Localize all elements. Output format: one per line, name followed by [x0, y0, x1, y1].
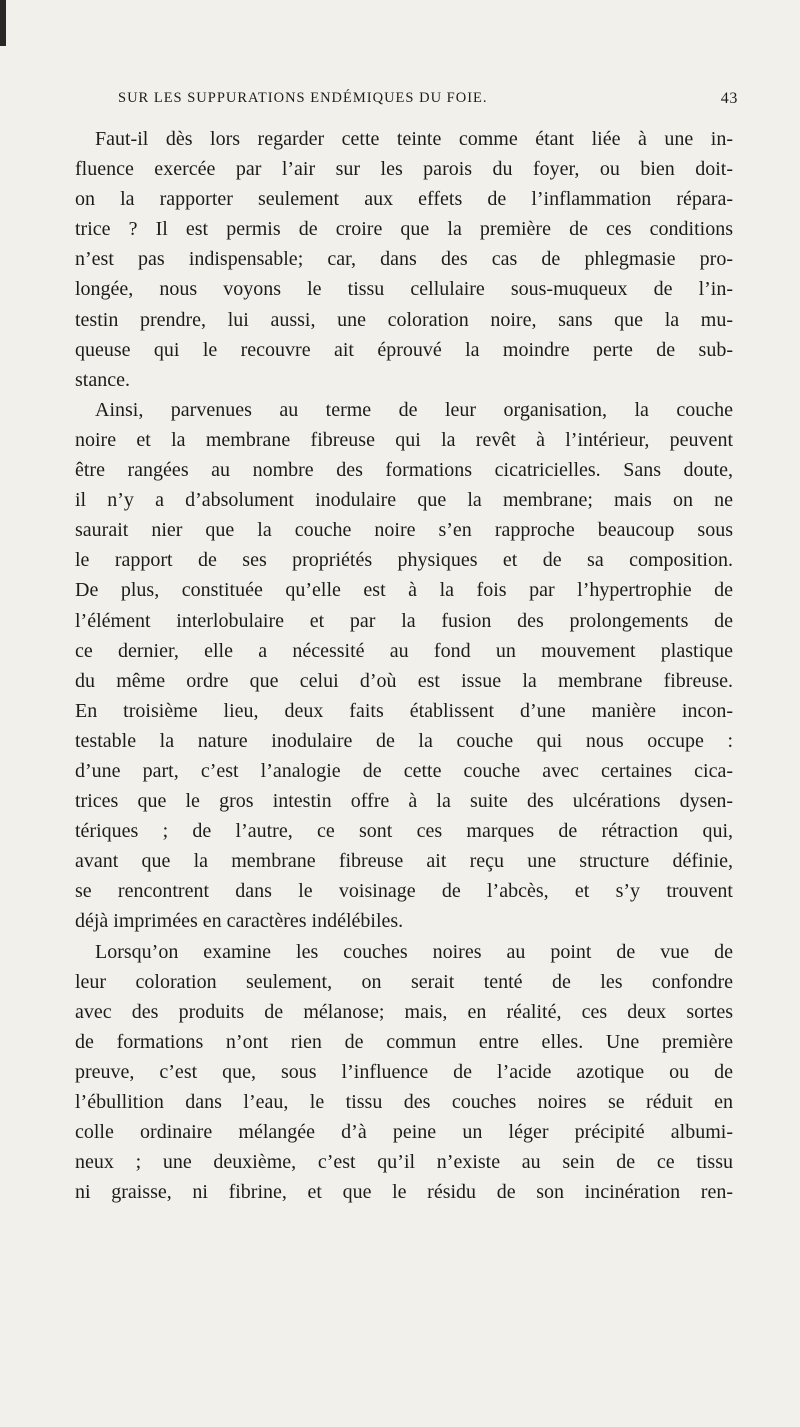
text-line: preuve, c’est que, sous l’influence de l’acide azotique ou de	[75, 1060, 733, 1083]
paragraph-3	[75, 937, 733, 1208]
text-line: ni graisse, ni fibrine, et que le résidu de son incinération ren-	[75, 1181, 733, 1204]
text-line: ce dernier, elle a nécessité au fond un mouvement plastique	[75, 639, 733, 662]
body-text	[75, 124, 733, 1207]
text-line: De plus, constituée qu’elle est à la fois par l’hypertrophie de	[75, 579, 733, 602]
text-line: se rencontrent dans le voisinage de l’abcès, et s’y trouvent	[75, 880, 733, 903]
text-line: l’élément interlobulaire et par la fusion des prolongements de	[75, 609, 733, 632]
text-line: être rangées au nombre des formations cicatricielles. Sans doute,	[75, 459, 733, 482]
text-line: leur coloration seulement, on serait tenté de les confondre	[75, 970, 733, 993]
text-line: longée, nous voyons le tissu cellulaire sous-muqueux de l’in-	[75, 278, 733, 301]
text-line: saurait nier que la couche noire s’en rapproche beaucoup sous	[75, 519, 733, 542]
page-number: 43	[720, 90, 738, 107]
text-line: Faut-il dès lors regarder cette teinte comme étant liée à une in-	[95, 128, 733, 150]
text-line: fluence exercée par l’air sur les parois du foyer, ou bien doit-	[75, 158, 733, 181]
text-line: testable la nature inodulaire de la couche qui nous occupe :	[75, 729, 733, 752]
text-line: En troisième lieu, deux faits établissent d’une manière incon-	[75, 699, 733, 722]
text-line: Ainsi, parvenues au terme de leur organisation, la couche	[95, 398, 733, 421]
text-line: il n’y a d’absolument inodulaire que la membrane; mais on ne	[75, 489, 733, 512]
text-line: avant que la membrane fibreuse ait reçu une structure définie,	[75, 850, 733, 873]
paragraph-1	[75, 124, 733, 395]
text-line: colle ordinaire mélangée d’à peine un léger précipité albumi-	[75, 1121, 733, 1144]
text-line: on la rapporter seulement aux effets de l’inflammation répara-	[75, 188, 733, 211]
text-line: Lorsqu’on examine les couches noires au point de vue de	[95, 940, 733, 963]
text-line: noire et la membrane fibreuse qui la revêt à l’intérieur, peuvent	[75, 428, 733, 451]
text-line: n’est pas indispensable; car, dans des cas de phlegmasie pro-	[75, 248, 733, 271]
paragraph-2	[75, 395, 733, 937]
text-line: stance.	[75, 368, 130, 391]
text-line: trices que le gros intestin offre à la suite des ulcérations dysen-	[75, 790, 733, 813]
text-line: neux ; une deuxième, c’est qu’il n’existe au sein de ce tissu	[75, 1151, 733, 1174]
text-line: tériques ; de l’autre, ce sont ces marques de rétraction qui,	[75, 820, 733, 843]
text-line: avec des produits de mélanose; mais, en réalité, ces deux sortes	[75, 1000, 733, 1023]
text-line: déjà imprimées en caractères indélébiles.	[75, 910, 404, 933]
page-edge-shadow	[0, 0, 6, 46]
text-line: du même ordre que celui d’où est issue la membrane fibreuse.	[75, 669, 733, 692]
running-title: SUR LES SUPPURATIONS ENDÉMIQUES DU FOIE.	[118, 90, 488, 106]
text-line: queuse qui le recouvre ait éprouvé la moindre perte de sub-	[75, 338, 733, 361]
page-header	[118, 90, 738, 112]
text-line: de formations n’ont rien de commun entre elles. Une première	[75, 1030, 733, 1053]
text-line: d’une part, c’est l’analogie de cette couche avec certaines cica-	[75, 759, 733, 782]
text-line: l’ébullition dans l’eau, le tissu des couches noires se réduit en	[75, 1091, 733, 1113]
text-line: trice ? Il est permis de croire que la première de ces conditions	[75, 218, 733, 241]
text-line: le rapport de ses propriétés physiques et de sa composition.	[75, 549, 733, 572]
text-line: testin prendre, lui aussi, une coloration noire, sans que la mu-	[75, 308, 733, 331]
